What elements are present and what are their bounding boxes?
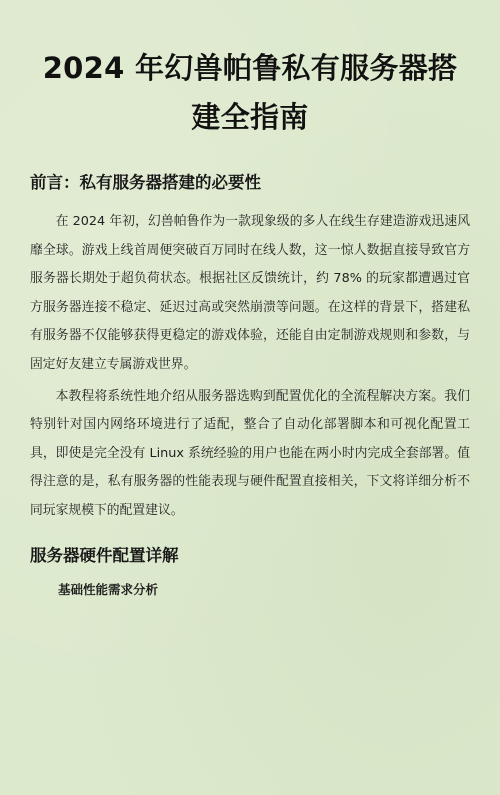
paragraph-intro-2: 本教程将系统性地介绍从服务器选购到配置优化的全流程解决方案。我们特别针对国内网络环境进行了适配，整合了自动化部署脚本和可视化配置工具，即使是完全没有 Linux 系统经验的用户也能在两小时内完成全套部署。值得注意的是，私有服务器的性能表现与硬件配置直接相关，下文将详细分析不同玩家规模下的配置建议。 [30, 388, 470, 518]
paragraph-intro-1: 在 2024 年初，幻兽帕鲁作为一款现象级的多人在线生存建造游戏迅速风靡全球。游戏上线首周便突破百万同时在线人数，这一惊人数据直接导致官方服务器长期处于超负荷状态。根据社区反馈统计，约 78% 的玩家都遭遇过官方服务器连接不稳定、延迟过高或突然崩溃等问题。在这样的背景下，搭建私有服务器不仅能够获得更稳定的游戏体验，还能自由定制游戏规则和参数，与固定好友建立专属游戏世界。 [30, 214, 470, 372]
section-heading-preface: 前言：私有服务器搭建的必要性 [30, 173, 261, 192]
subheading-performance: 基础性能需求分析 [58, 581, 159, 597]
article-title: 2024 年幻兽帕鲁私有服务器搭建全指南 [42, 51, 458, 134]
section-heading-hardware: 服务器硬件配置详解 [30, 545, 179, 565]
